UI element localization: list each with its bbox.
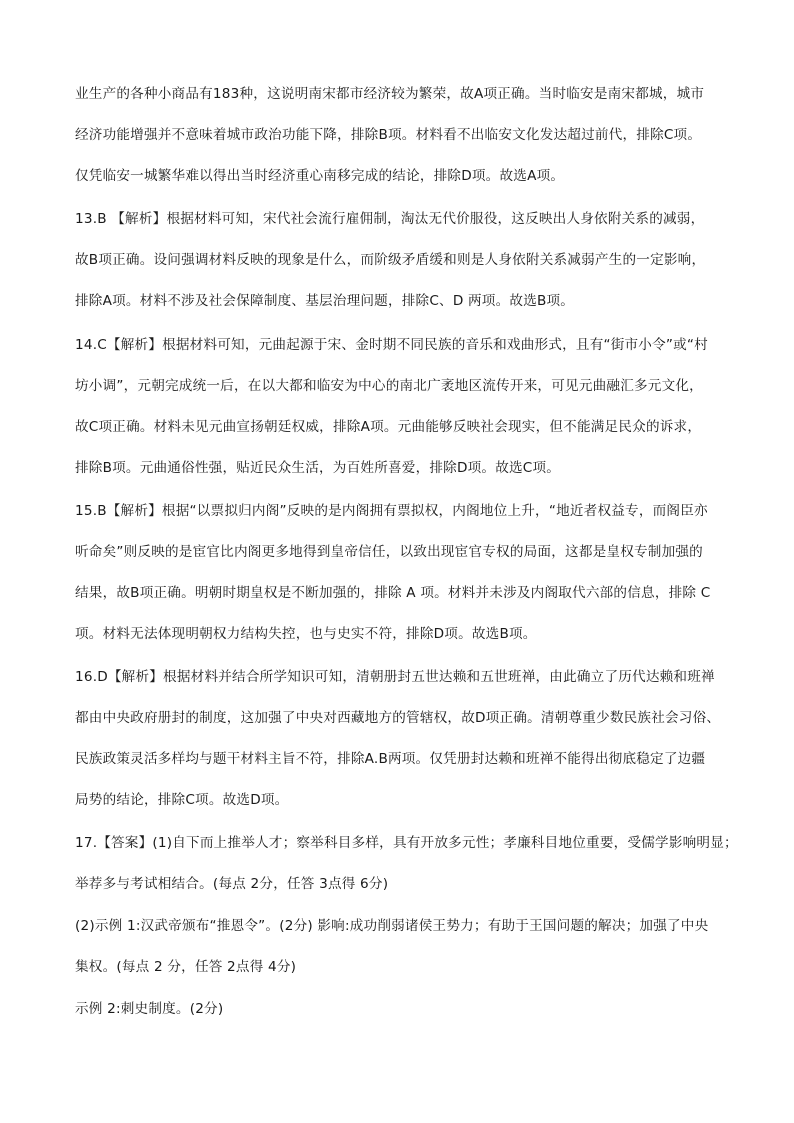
text-line: 集权。(每点 2 分，任答 2点得 4分): [75, 959, 297, 975]
text-line: 举荐多与考试相结合。(每点 2分，任答 3点得 6分): [75, 876, 389, 892]
text-line: 都由中央政府册封的制度，这加强了中央对西藏地方的管辖权，故D项正确。清朝尊重少数民族社会习俗、: [75, 710, 721, 726]
para-q16: [75, 657, 725, 821]
text-line: 排除B项。元曲通俗性强，贴近民众生活，为百姓所喜爱，排除D项。故选C项。: [75, 460, 561, 476]
text-line: (2)示例 1:汉武帝颁布“推恩令”。(2分) 影响:成功削弱诸侯王势力；有助于王国问题的解决；加强了中央: [75, 918, 709, 934]
text-line: 民族政策灵活多样均与题干材料主旨不符，排除A.B两项。仅凭册封达赖和班禅不能得出彻底稳定了边疆: [75, 751, 706, 767]
text-line: 经济功能增强并不意味着城市政治功能下降，排除B项。材料看不出临安文化发达超过前代，排除C项。: [75, 127, 702, 143]
para-q13: [75, 199, 725, 322]
para-q14: [75, 325, 725, 489]
para-q17-answer-2: [75, 906, 725, 988]
text-line: 听命矣”则反映的是宦官比内阁更多地得到皇帝信任，以致出现宦官专权的局面，这都是皇权专制加强的: [75, 544, 703, 560]
para-q12-continued: [75, 74, 725, 197]
text-line: 故C项正确。材料未见元曲宣扬朝廷权威，排除A项。元曲能够反映社会现实，但不能满足民众的诉求，: [75, 419, 702, 435]
text-line: 示例 2:刺史制度。(2分): [75, 1001, 224, 1017]
para-q15: [75, 491, 725, 655]
text-line: 结果，故B项正确。明朝时期皇权是不断加强的，排除 A 项。材料并未涉及内阁取代六部的信息，排除 C: [75, 585, 711, 601]
text-line: 仅凭临安一城繁华难以得出当时经济重心南移完成的结论，排除D项。故选A项。: [75, 168, 565, 184]
text-line: 14.C【解析】根据材料可知，元曲起源于宋、金时期不同民族的音乐和戏曲形式，且有“街市小令”或“村: [75, 337, 708, 353]
text-line: 项。材料无法体现明朝权力结构失控，也与史实不符，排除D项。故选B项。: [75, 626, 537, 642]
text-line: 局势的结论，排除C项。故选D项。: [75, 792, 289, 808]
text-line: 17.【答案】(1)自下而上推举人才；察举科目多样，具有开放多元性；孝廉科目地位重要，受儒学影响明显；: [75, 835, 738, 851]
text-line: 故B项正确。设问强调材料反映的现象是什么，而阶级矛盾缓和则是人身依附关系减弱产生的一定影响，: [75, 252, 706, 268]
text-line: 15.B【解析】根据“以票拟归内阁”反映的是内阁拥有票拟权，内阁地位上升，“地近者权益专，而阁臣亦: [75, 503, 708, 519]
para-q17-answer-1: [75, 823, 738, 905]
text-line: 排除A项。材料不涉及社会保障制度、基层治理问题，排除C、D 两项。故选B项。: [75, 293, 575, 309]
text-line: 13.B 【解析】根据材料可知，宋代社会流行雇佣制，淘汰无代价服役，这反映出人身依附关系的减弱，: [75, 211, 705, 227]
text-line: 坊小调”，元朝完成统一后，在以大都和临安为中心的南北广袤地区流传开来，可见元曲融汇多元文化，: [75, 378, 703, 394]
para-q17-example-2: [75, 989, 725, 1030]
text-line: 16.D【解析】根据材料并结合所学知识可知，清朝册封五世达赖和五世班禅，由此确立了历代达赖和班禅: [75, 669, 715, 685]
text-line: 业生产的各种小商品有183种，这说明南宋都市经济较为繁荣，故A项正确。当时临安是南宋都城，城市: [75, 86, 705, 102]
